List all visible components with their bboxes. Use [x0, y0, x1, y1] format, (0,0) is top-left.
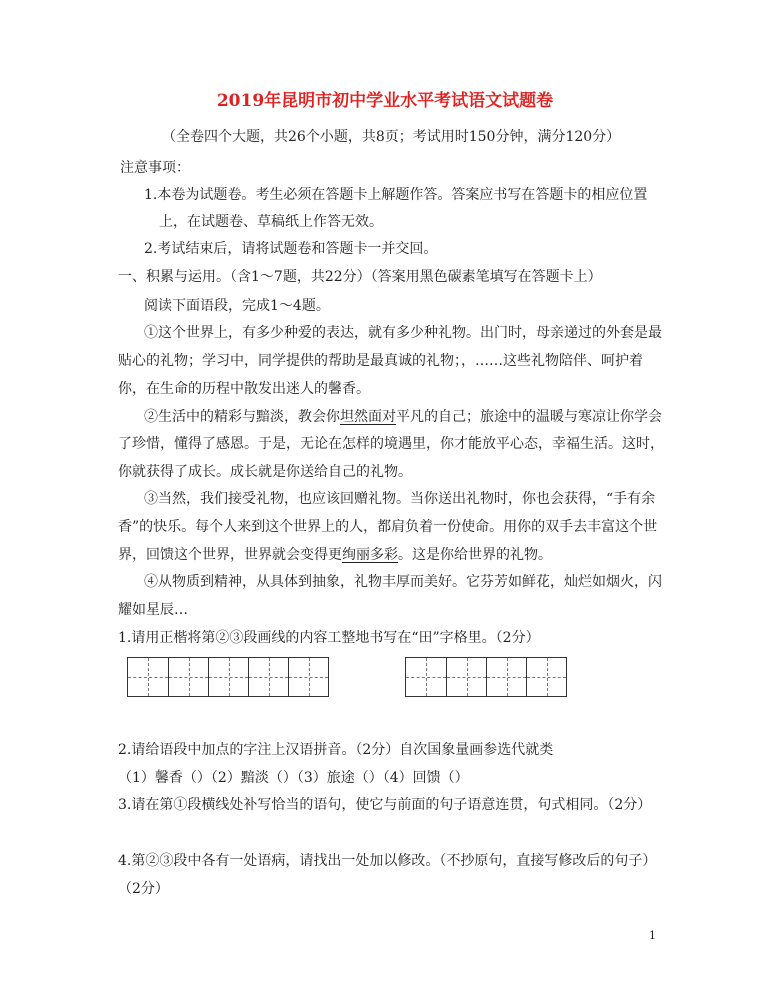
passage-p4-line2: 耀如星辰…	[118, 602, 188, 618]
passage-p3-text-cont: 。这是你给世界的礼物。	[398, 547, 552, 563]
tianzige-cell[interactable]	[168, 658, 208, 696]
tianzige-cell[interactable]	[446, 658, 486, 696]
page-number: 1	[649, 929, 656, 942]
tianzige-grid-1[interactable]	[127, 657, 329, 697]
passage-p3-line1: ③当然，我们接受礼物，也应该回赠礼物。当你送出礼物时，你也会获得，“手有余	[144, 491, 656, 507]
section-1-instruction: 阅读下面语段，完成1～4题。	[144, 298, 330, 314]
tianzige-cell[interactable]	[526, 658, 566, 696]
tianzige-cell[interactable]	[208, 658, 248, 696]
passage-p3-text: 界，回馈这个世界，世界就会变得更	[118, 547, 342, 563]
notice-item-1: 1.本卷为试题卷。考生必须在答题卡上解题作答。答案应书写在答题卡的相应位置	[144, 187, 648, 203]
passage-p4-line1: ④从物质到精神，从具体到抽象，礼物丰厚而美好。它芬芳如鲜花，灿烂如烟火，闪	[144, 574, 662, 590]
tianzige-cell[interactable]	[248, 658, 288, 696]
question-1: 1.请用正楷将第②③段画线的内容工整地书写在“田”字格里。（2分）	[118, 630, 540, 646]
section-1-heading: 一、积累与运用。（含1～7题，共22分）（答案用黑色碳素笔填写在答题卡上）	[118, 269, 602, 285]
exam-title: 2019年昆明市初中学业水平考试语文试题卷	[216, 91, 554, 111]
passage-p1-line2: 贴心的礼物；学习中，同学提供的帮助是最真诚的礼物；，……这些礼物陪伴、呵护着	[118, 353, 643, 369]
underlined-phrase-2: 绚丽多彩	[342, 547, 398, 563]
passage-p2-line1	[144, 408, 662, 426]
passage-p1-line1: ①这个世界上，有多少种爱的表达，就有多少种礼物。出门时，母亲递过的外套是最	[144, 325, 662, 341]
question-3: 3.请在第①段横线处补写恰当的语句，使它与前面的句子语意连贯，句式相同。（2分）	[118, 797, 652, 813]
exam-subtitle: （全卷四个大题，共26个小题，共8页；考试用时150分钟，满分120分）	[162, 129, 621, 145]
tianzige-cell[interactable]	[486, 658, 526, 696]
notice-item-2: 2.考试结束后，请将试题卷和答题卡一并交回。	[144, 241, 438, 257]
passage-p2-text: ②生活中的精彩与黯淡，教会你	[144, 409, 340, 425]
passage-p2-text-cont: 平凡的自己；旅途中的温暖与寒凉让你学会	[396, 409, 662, 425]
passage-p2-line3: 你就获得了成长。成长就是你送给自己的礼物。	[118, 464, 412, 480]
question-4: 4.第②③段中各有一处语病，请找出一处加以修改。（不抄原句，直接写修改后的句子）	[118, 853, 657, 869]
question-2: 2.请给语段中加点的字注上汉语拼音。（2分）自次国象量画参选代就类	[118, 742, 554, 758]
notice-heading: 注意事项：	[120, 160, 190, 176]
question-2-items: （1）馨香（）（2）黯淡（）（3）旅途（）（4）回馈（）	[118, 770, 469, 786]
tianzige-cell[interactable]	[288, 658, 328, 696]
underlined-phrase-1: 坦然面对	[340, 409, 396, 425]
passage-p1-line3: 你，在生命的历程中散发出迷人的馨香。	[118, 381, 370, 397]
notice-item-1-cont: 上，在试题卷、草稿纸上作答无效。	[159, 214, 383, 230]
passage-p2-line2: 了珍惜，懂得了感恩。于是，无论在怎样的境遇里，你才能放平心态，幸福生活。这时，	[118, 436, 664, 452]
tianzige-cell[interactable]	[128, 658, 168, 696]
tianzige-cell[interactable]	[406, 658, 446, 696]
passage-p3-line2: 香”的快乐。每个人来到这个世界上的人，都肩负着一份使命。用你的双手去丰富这个世	[118, 519, 658, 535]
passage-p3-line3	[118, 546, 552, 564]
question-4-cont: （2分）	[118, 881, 169, 897]
tianzige-grid-2[interactable]	[405, 657, 567, 697]
